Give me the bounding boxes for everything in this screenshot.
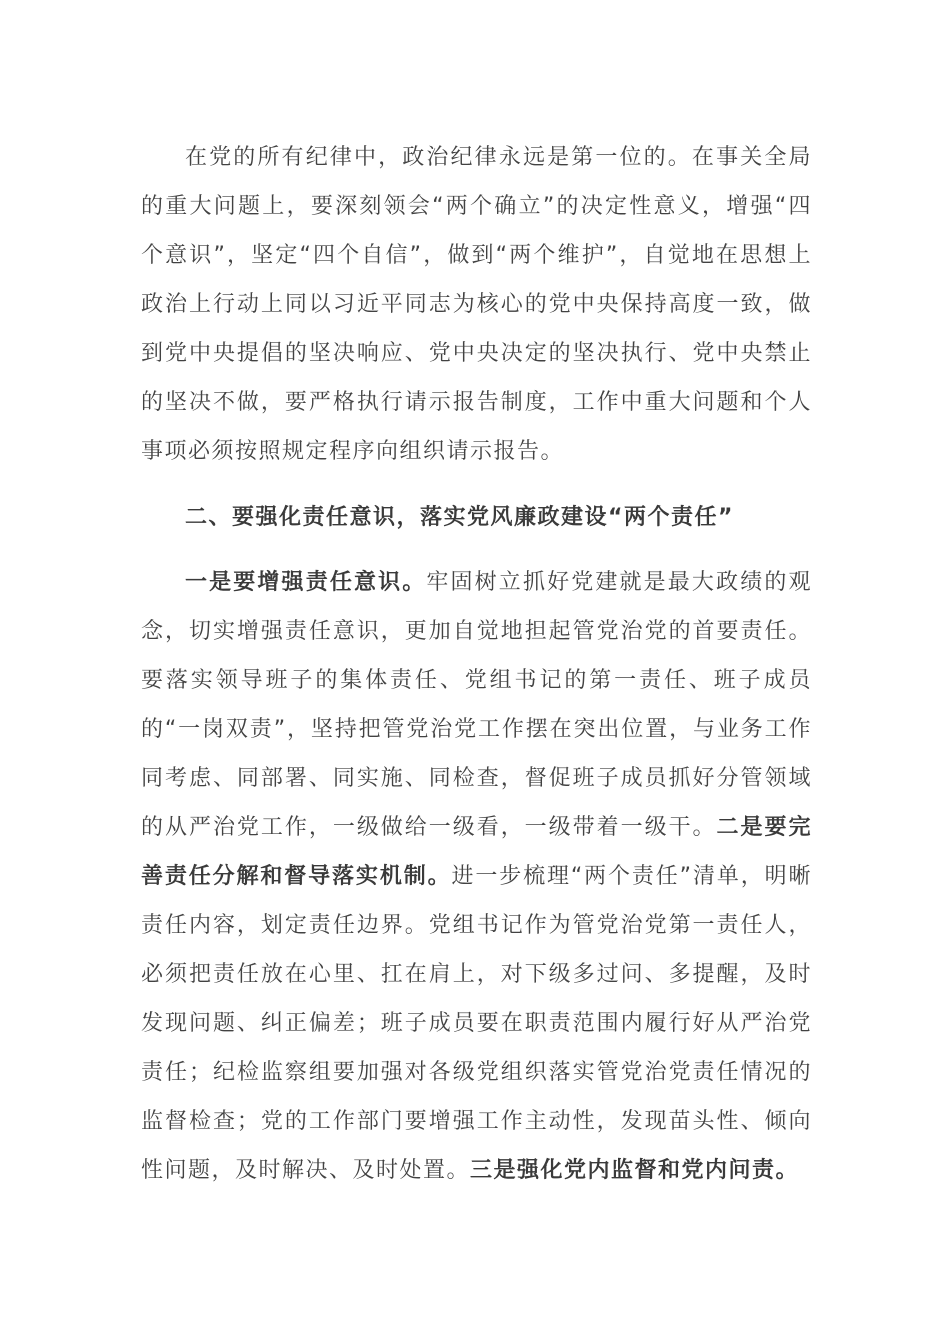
bold-run-second-point: 二是要完善责任分解和督导落实机制。: [141, 815, 812, 889]
paragraph-responsibility: [141, 558, 812, 1195]
paragraph-political-discipline: 在党的所有纪律中，政治纪律永远是第一位的。在事关全局的重大问题上，要深刻领会“两个确立”的决定性意义，增强“四个意识”，坚定“四个自信”，做到“两个维护”，自觉地在思想上政治上行动上同以习近平同志为核心的党中央保持高度一致，做到党中央提倡的坚决响应、党中央决定的坚决执行、党中央禁止的坚决不做，要严格执行请示报告制度，工作中重大问题和个人事项必须按照规定程序向组织请示报告。: [141, 145, 812, 464]
bold-run-first-point: 一是要增强责任意识。: [185, 570, 427, 595]
bold-run-third-point: 三是强化党内监督和党内问责。: [470, 1158, 800, 1183]
document-body: [141, 133, 812, 1195]
text-run-second-point-body: 进一步梳理“两个责任”清单，明晰责任内容，划定责任边界。党组书记作为管党治党第一责任人，必须把责任放在心里、扛在肩上，对下级多过问、多提醒，及时发现问题、纠正偏差；班子成员要在职责范围内履行好从严治党责任；纪检监察组要加强对各级党组织落实管党治党责任情况的监督检查；党的工作部门要增强工作主动性，发现苗头性、倾向性问题，及时解决、及时处置。: [141, 864, 812, 1183]
section-heading-two: 二、要强化责任意识，落实党风廉政建设“两个责任”: [185, 505, 734, 530]
text-run-first-point-body: 牢固树立抓好党建就是最大政绩的观念，切实增强责任意识，更加自觉地担起管党治党的首要责任。要落实领导班子的集体责任、党组书记的第一责任、班子成员的“一岗双责”，坚持把管党治党工作摆在突出位置，与业务工作同考虑、同部署、同实施、同检查，督促班子成员抓好分管领域的从严治党工作，一级做给一级看，一级带着一级干。: [141, 570, 812, 840]
